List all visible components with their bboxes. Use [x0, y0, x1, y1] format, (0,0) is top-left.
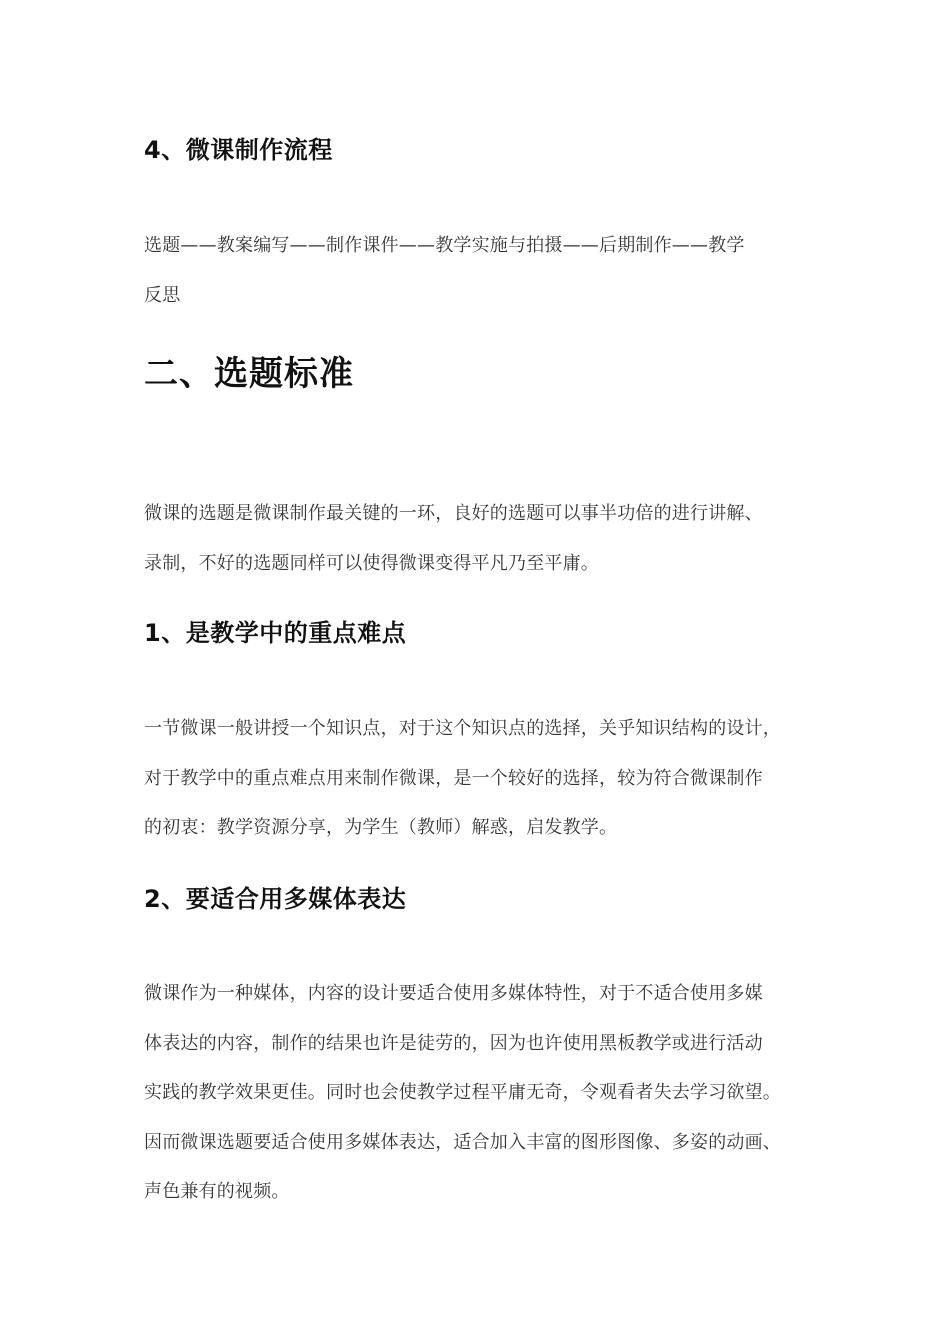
intro-paragraph: [144, 489, 824, 588]
flow-paragraph-line: 选题——教案编写——制作课件——教学实施与拍摄——后期制作——教学: [144, 235, 745, 256]
point1-paragraph-line: 对于教学中的重点难点用来制作微课，是一个较好的选择，较为符合微课制作: [144, 767, 763, 789]
point1-paragraph: [144, 704, 824, 853]
point2-paragraph-line: 体表达的内容，制作的结果也许是徒劳的，因为也许使用黑板教学或进行活动: [144, 1032, 763, 1054]
intro-paragraph-line: 微课的选题是微课制作最关键的一环，良好的选题可以事半功倍的进行讲解、: [144, 503, 763, 524]
point2-paragraph-line: 声色兼有的视频。: [144, 1181, 290, 1202]
point2-paragraph-line: 实践的教学效果更佳。同时也会使教学过程平庸无奇，令观看者失去学习欲望。: [144, 1082, 781, 1103]
intro-paragraph-line: 录制，不好的选题同样可以使得微课变得平凡乃至平庸。: [144, 552, 599, 574]
point1-heading: 1、是教学中的重点难点: [144, 619, 407, 647]
point2-paragraph-line: 微课作为一种媒体，内容的设计要适合使用多媒体特性，对于不适合使用多媒: [144, 983, 763, 1004]
point2-heading: 2、要适合用多媒体表达: [144, 885, 407, 913]
chapter-heading: 二、选题标准: [144, 354, 354, 394]
point2-paragraph-line: 因而微课选题要适合使用多媒体表达，适合加入丰富的图形图像、多姿的动画、: [144, 1131, 781, 1153]
point1-paragraph-line: 的初衷：教学资源分享，为学生（教师）解惑，启发教学。: [144, 817, 618, 838]
flow-paragraph-line: 反思: [144, 284, 181, 306]
point1-paragraph-line: 一节微课一般讲授一个知识点，对于这个知识点的选择，关乎知识结构的设计，: [144, 718, 781, 739]
flow-paragraph: [144, 221, 824, 320]
flow-heading: 4、微课制作流程: [144, 136, 333, 164]
point2-paragraph: [144, 969, 824, 1217]
